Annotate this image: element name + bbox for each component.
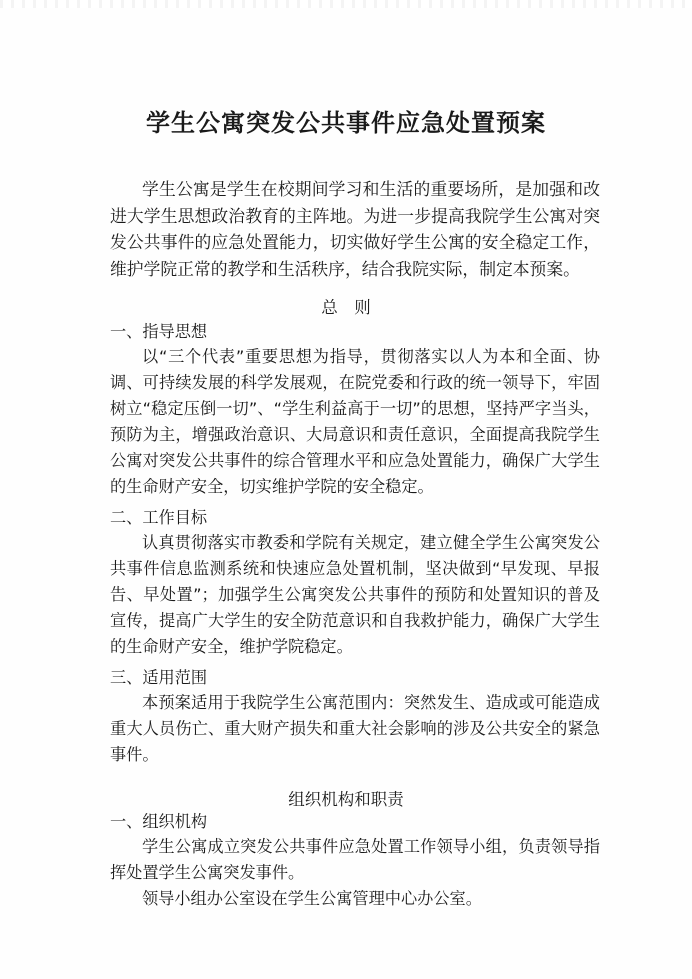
document-title: 学生公寓突发公共事件应急处置预案: [146, 109, 546, 137]
organization-paragraph-2: 领导小组办公室设在学生公寓管理中心办公室。: [142, 889, 482, 908]
organization-heading: 一、组织机构: [110, 812, 208, 831]
scope-heading: 三、适用范围: [110, 668, 208, 687]
organization-section-title: 组织机构和职责: [288, 790, 404, 809]
work-goal-paragraph: 认真贯彻落实市教委和学院有关规定，建立健全学生公寓突发公共事件信息监测系统和快速应急处置机制，坚决做到“早发现、早报告、早处置”；加强学生公寓突发公共事件的预防和处置知识的普及宣传，提高广大学生的安全防范意识和自我救护能力，确保广大学生的生命财产安全，维护学院稳定。: [110, 533, 600, 656]
guiding-thought-paragraph: 以“三个代表”重要思想为指导，贯彻落实以人为本和全面、协调、可持续发展的科学发展观，在院党委和行政的统一领导下，牢固树立“稳定压倒一切”、“学生利益高于一切”的思想，坚持严字当头，预防为主，增强政治意识、大局意识和责任意识，全面提高我院学生公寓对突发公共事件的综合管理水平和应急处置能力，确保广大学生的生命财产安全，切实维护学院的安全稳定。: [110, 347, 600, 496]
organization-paragraph-1: 学生公寓成立突发公共事件应急处置工作领导小组，负责领导指挥处置学生公寓突发事件。: [110, 837, 600, 882]
intro-paragraph: 学生公寓是学生在校期间学习和生活的重要场所，是加强和改进大学生思想政治教育的主阵地。为进一步提高我院学生公寓对突发公共事件的应急处置能力，切实做好学生公寓的安全稳定工作，维护学院正常的教学和生活秩序，结合我院实际，制定本预案。: [110, 179, 600, 279]
guiding-thought-heading: 一、指导思想: [110, 322, 208, 341]
general-section-title: 总 则: [321, 298, 371, 317]
scan-edge: [0, 0, 692, 8]
work-goal-heading: 二、工作目标: [110, 508, 208, 527]
scope-paragraph: 本预案适用于我院学生公寓范围内：突然发生、造成或可能造成重大人员伤亡、重大财产损失和重大社会影响的涉及公共安全的紧急事件。: [110, 693, 600, 764]
